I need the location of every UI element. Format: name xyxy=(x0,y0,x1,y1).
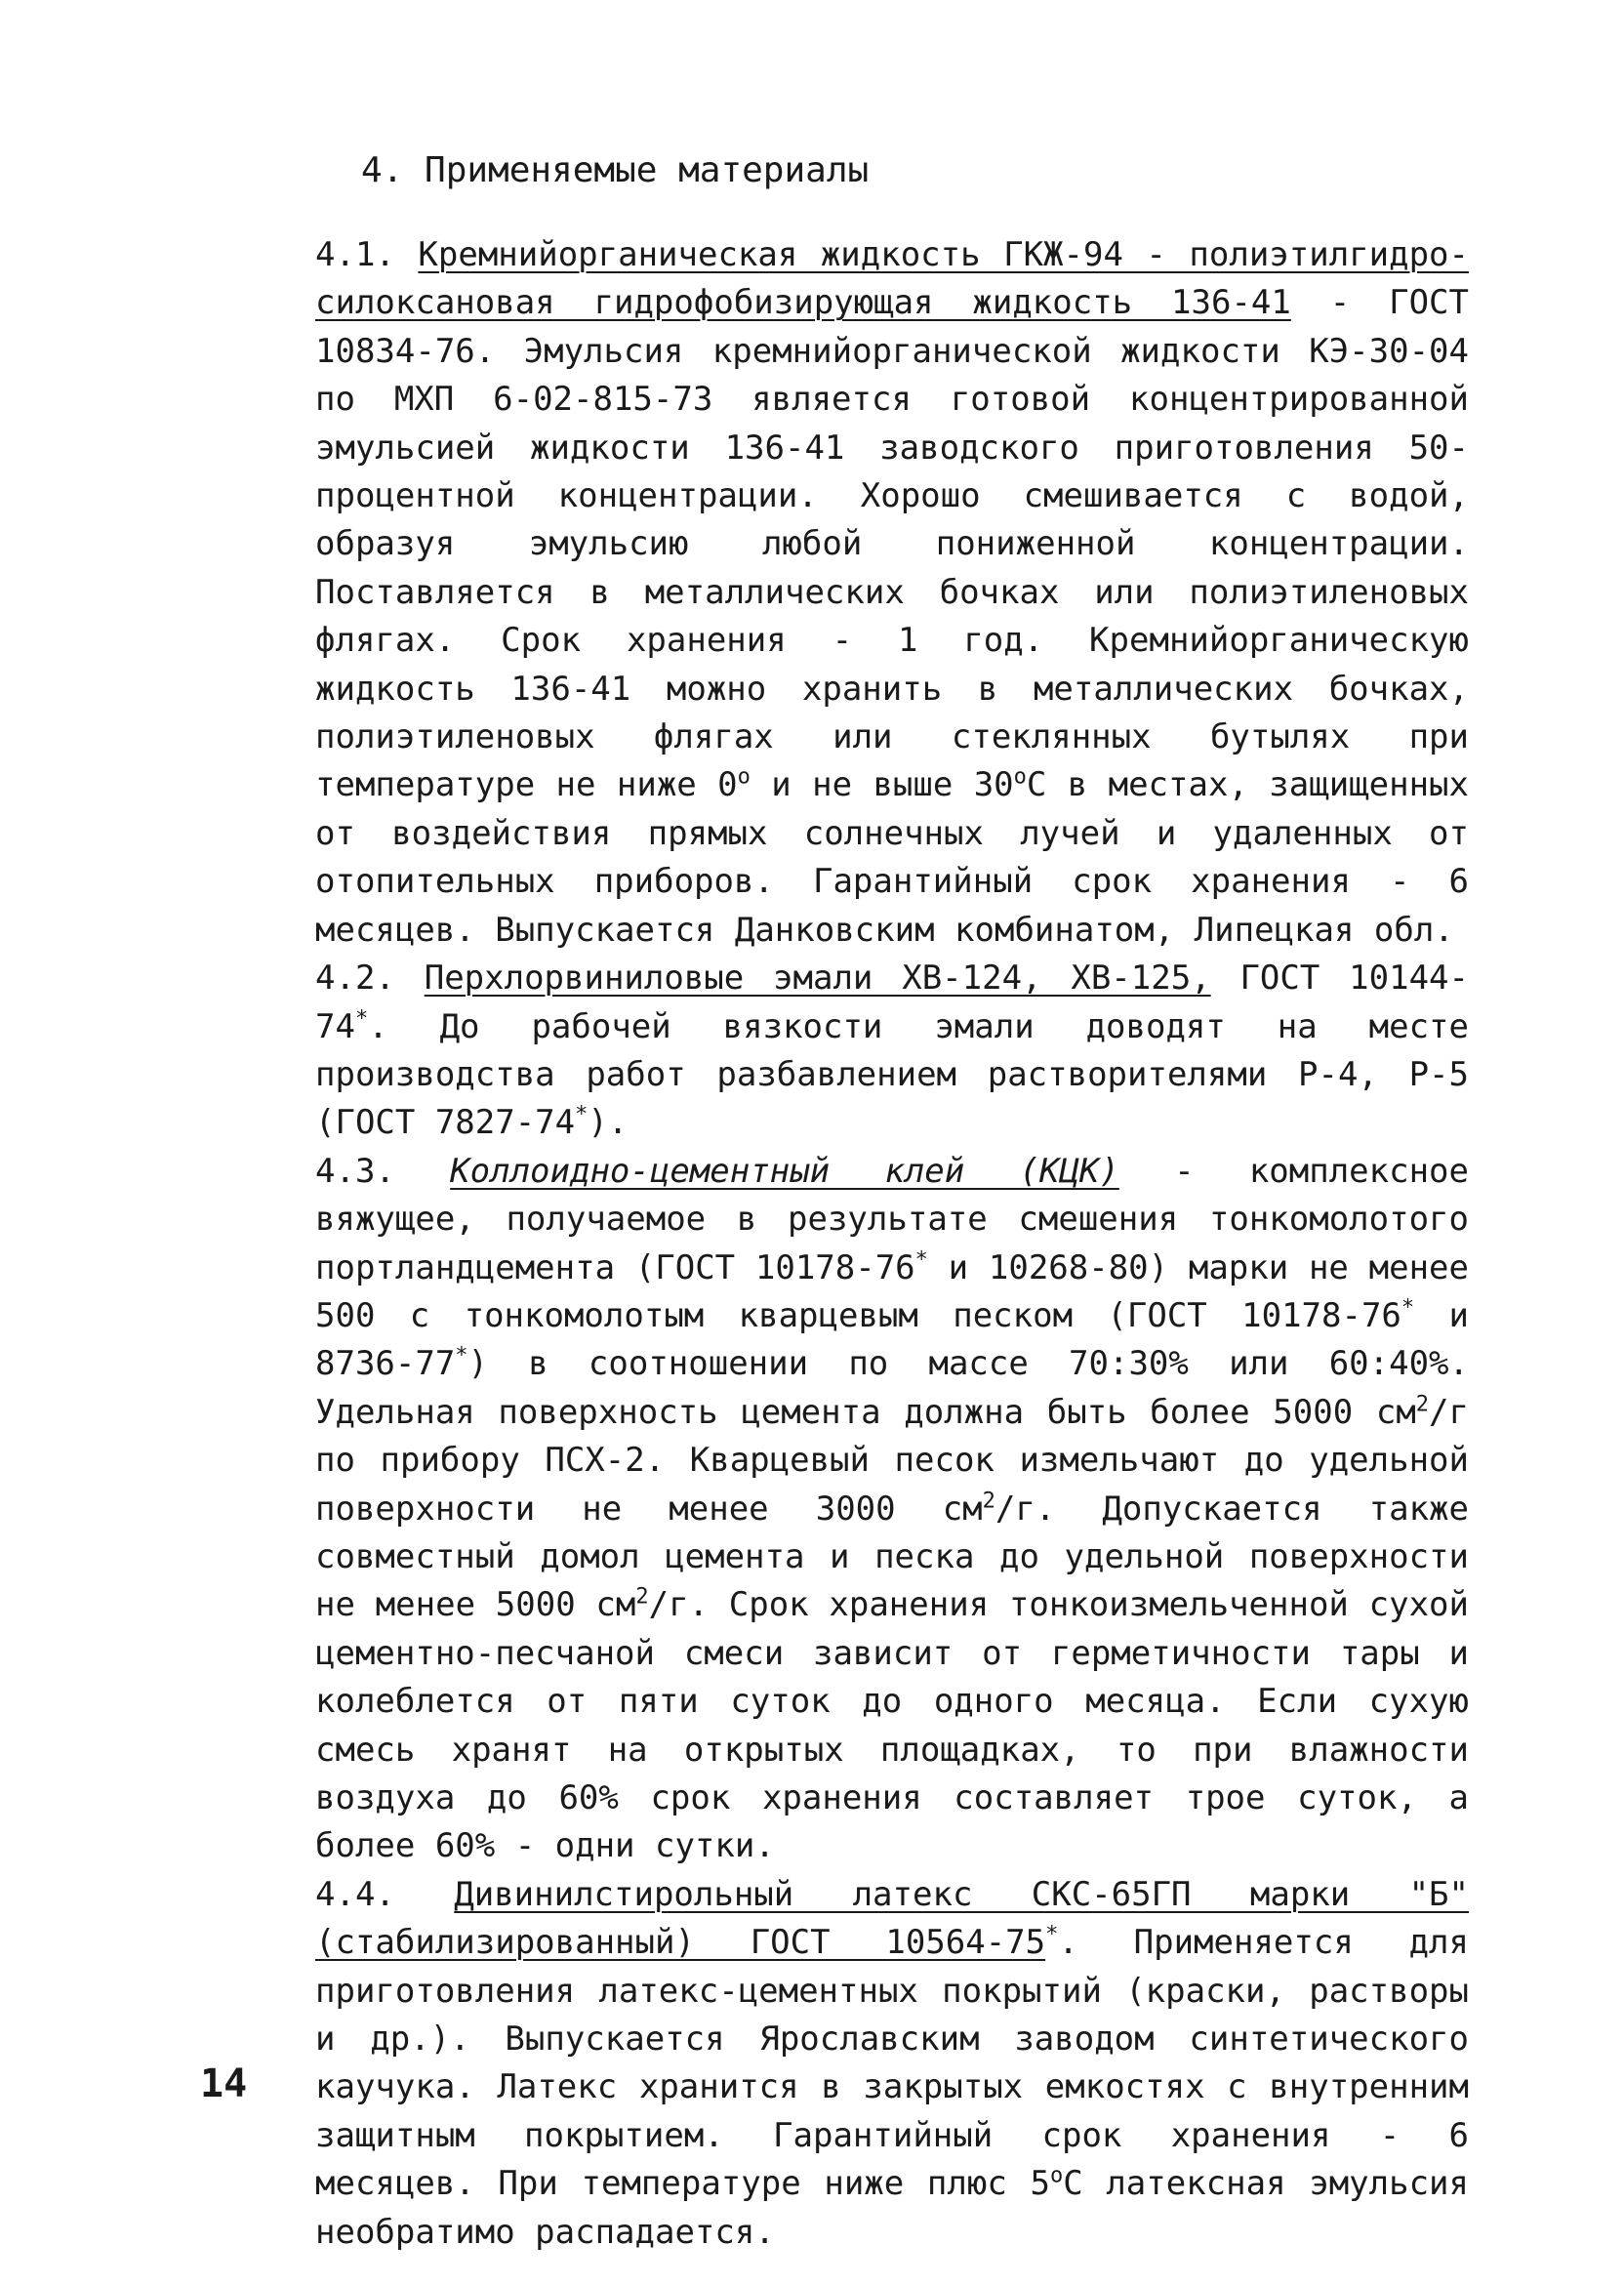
material-title: Дивинилстирольный латекс СКС-65ГП марки "Б" (стабилизированный) ГОСТ 10564-75 xyxy=(315,1874,1469,1963)
paragraph-text: /г. Допускается также совместный домол цемента и песка до удельной поверхности не менее 5000 см xyxy=(315,1489,1469,1625)
paragraph-text: /г. Срок хранения тонкоизмельченной сухой цементно-песчаной смеси зависит от герметичности тары и колеблется от пяти суток до одного месяца. Если сухую смесь хранят на открытых площадках, то при влажности воздуха до 60% срок хранения составляет трое суток, а более 60% - одни сутки. xyxy=(315,1585,1469,1866)
paragraph-number: 4.4. xyxy=(315,1874,395,1914)
section-heading: 4. Применяемые материалы xyxy=(361,150,870,190)
paragraph-text: . До рабочей вязкости эмали доводят на месте производства работ разбавлением растворителями Р-4, Р-5 (ГОСТ 7827-74 xyxy=(315,1006,1469,1143)
paragraph-text: - комплексное вяжущее, получаемое в результате смешения тонкомолотого портландцемента (ГОСТ 10178-76 xyxy=(315,1151,1470,1287)
asterisk-mark: * xyxy=(455,1344,468,1369)
paragraph-number: 4.2. xyxy=(315,959,395,999)
asterisk-mark: * xyxy=(1045,1922,1059,1947)
paragraph-number: 4.1. xyxy=(315,235,395,274)
paragraph-text: и 10268-80) марки не менее 500 с тонкомолотым кварцевым песком (ГОСТ 10178-76 xyxy=(315,1247,1469,1335)
gost-ref: - ГОСТ 10834-76. xyxy=(315,283,1470,371)
paragraph-4-4 xyxy=(200,1871,1469,2257)
paragraph-number: 4.3. xyxy=(315,1151,395,1191)
asterisk-mark: * xyxy=(354,1006,369,1032)
square-exponent: 2 xyxy=(635,1585,649,1611)
square-exponent: 2 xyxy=(982,1489,995,1514)
paragraph-4-1 xyxy=(200,231,1469,955)
paragraph-text: и 8736-77 xyxy=(315,1295,1469,1384)
material-title: Коллоидно-цементный клей (КЦК) xyxy=(450,1151,1119,1191)
page-number: 14 xyxy=(200,2061,248,2106)
paragraph-text: . Применяется для приготовления латекс-цементных покрытий (краски, растворы и др.). Выпускается Ярославским заводом синтетического каучука. Латекс хранится в закрытых емкостях с внутренним защитным покрытием. Гарантийный срок хранения - 6 месяцев. При температуре ниже плюс 5 xyxy=(315,1923,1469,2204)
degree-sign: о xyxy=(1013,765,1027,791)
material-title: Перхлорвиниловые эмали ХВ-124, ХВ-125, xyxy=(424,959,1211,999)
degree-sign: о xyxy=(1049,2163,1064,2188)
material-title: Кремнийорганическая жидкость ГКЖ-94 - полиэтилгидро-силоксановая гидрофобизирующая жидкость 136-41 xyxy=(315,235,1469,323)
paragraph-text: ). xyxy=(588,1103,629,1143)
square-exponent: 2 xyxy=(1415,1392,1430,1417)
asterisk-mark: * xyxy=(914,1247,928,1273)
paragraph-text: С в местах, защищенных от воздействия прямых солнечных лучей и удаленных от отопительных приборов. Гарантийный срок хранения - 6 месяцев. Выпускается Данковским комбинатом, Липецкая обл. xyxy=(315,765,1469,950)
section-body xyxy=(200,231,1469,2257)
paragraph-text: /г по прибору ПСХ-2. Кварцевый песок измельчают до удельной поверхности не менее 3000 см xyxy=(315,1392,1469,1529)
degree-sign: о xyxy=(737,765,751,791)
paragraph-4-2 xyxy=(200,955,1469,1148)
paragraph-text: ) в соотношении по массе 70:30% или 60:40%. Удельная поверхность цемента должна быть более 5000 см xyxy=(315,1344,1469,1432)
asterisk-mark: * xyxy=(1401,1295,1415,1321)
paragraph-text: С латексная эмульсия необратимо распадается. xyxy=(315,2164,1469,2252)
paragraph-text: и не выше 30 xyxy=(750,765,1014,805)
paragraph-text: ГОСТ 10144-74 xyxy=(315,959,1469,1046)
paragraph-text: Эмульсия кремнийорганической жидкости КЭ-30-04 по МХП 6-02-815-73 является готовой концентрированной эмульсией жидкости 136-41 заводского приготовления 50-процентной концентрации. Хорошо смешивается с водой, образуя эмульсию любой пониженной концентрации. Поставляется в металлических бочках или полиэтиленовых флягах. Срок хранения - 1 год. Кремнийорганическую жидкость 136-41 можно хранить в металлических бочках, полиэтиленовых флягах или стеклянных бутылях при температуре не ниже 0 xyxy=(315,331,1469,805)
asterisk-mark: * xyxy=(575,1102,589,1127)
paragraph-4-3 xyxy=(200,1148,1469,1871)
